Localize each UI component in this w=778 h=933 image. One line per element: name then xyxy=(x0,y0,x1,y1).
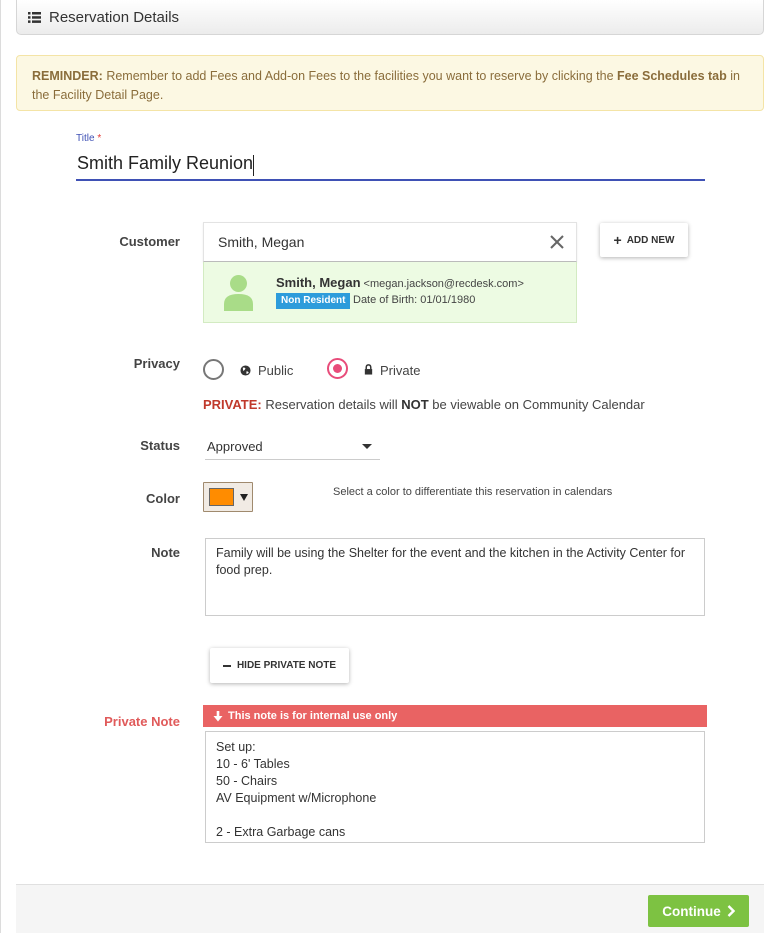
private-note-banner-text: This note is for internal use only xyxy=(228,710,398,722)
title-input[interactable] xyxy=(76,152,705,181)
customer-input[interactable] xyxy=(203,222,577,262)
status-value: Approved xyxy=(207,439,263,454)
section-header xyxy=(16,0,764,35)
globe-icon xyxy=(240,365,251,376)
color-picker[interactable] xyxy=(203,482,253,512)
public-radio[interactable] xyxy=(203,359,224,380)
private-note-line: Set up: xyxy=(216,740,256,754)
reminder-alert xyxy=(16,55,764,111)
customer-card[interactable] xyxy=(203,262,577,323)
chevron-right-icon xyxy=(727,905,735,917)
private-note-line xyxy=(216,807,694,824)
privacy-notice-text-a: Reservation details will xyxy=(261,397,402,412)
private-note-line: 50 - Chairs xyxy=(216,774,278,788)
color-swatch xyxy=(209,488,234,506)
status-select[interactable] xyxy=(205,434,380,460)
privacy-notice-not: NOT xyxy=(401,397,429,412)
private-note-banner xyxy=(203,705,707,727)
list-icon xyxy=(28,12,41,23)
customer-card-name xyxy=(276,275,524,290)
customer-label: Customer xyxy=(119,234,180,249)
chevron-down-icon xyxy=(362,444,372,449)
note-textarea[interactable]: Family will be using the Shelter for the event and the kitchen in the Activity Center for food prep. xyxy=(205,538,705,616)
public-option-label[interactable]: Public xyxy=(258,363,294,378)
required-mark: * xyxy=(97,133,102,144)
lock-icon xyxy=(363,364,374,375)
minus-icon xyxy=(223,665,231,667)
customer-input-value: Smith, Megan xyxy=(218,234,305,250)
customer-name: Smith, Megan xyxy=(276,275,361,290)
customer-dob: Date of Birth: 01/01/1980 xyxy=(353,294,476,306)
color-label: Color xyxy=(146,491,180,506)
arrow-down-icon xyxy=(213,711,223,722)
text-cursor xyxy=(253,155,254,176)
residency-badge: Non Resident xyxy=(276,293,350,309)
add-new-customer-button[interactable] xyxy=(600,223,688,257)
caret-down-icon xyxy=(240,494,248,501)
private-radio[interactable] xyxy=(327,358,348,379)
privacy-notice-text-b: be viewable on Community Calendar xyxy=(428,397,645,412)
private-note-line: 10 - 6' Tables xyxy=(216,757,290,771)
private-note-label: Private Note xyxy=(104,714,180,729)
privacy-label: Privacy xyxy=(133,356,180,371)
continue-button[interactable] xyxy=(648,895,749,927)
status-label: Status xyxy=(140,438,180,453)
person-avatar-icon xyxy=(223,274,254,311)
reminder-label: REMINDER: xyxy=(32,69,103,83)
clear-icon[interactable] xyxy=(549,234,565,250)
private-note-line: AV Equipment w/Microphone xyxy=(216,791,377,805)
reminder-text-a: Remember to add Fees and Add-on Fees to the facilities you want to reserve by clicking the xyxy=(102,69,617,83)
private-note-line: 2 - Extra Garbage cans xyxy=(216,825,346,839)
add-new-label: ADD NEW xyxy=(626,234,675,246)
page-left-border xyxy=(0,0,1,933)
reminder-text-b: in the Facility Detail Page. xyxy=(32,69,740,102)
note-label: Note xyxy=(151,545,180,560)
continue-label: Continue xyxy=(662,903,721,919)
private-option-label[interactable]: Private xyxy=(380,363,421,378)
hide-private-note-button[interactable] xyxy=(210,648,349,683)
customer-email: <megan.jackson@recdesk.com> xyxy=(363,278,524,290)
hide-private-note-label: HIDE PRIVATE NOTE xyxy=(236,660,337,671)
color-hint: Select a color to differentiate this reservation in calendars xyxy=(333,486,613,498)
privacy-notice-key: PRIVATE: xyxy=(203,397,262,412)
privacy-notice xyxy=(203,397,645,412)
private-note-textarea[interactable] xyxy=(205,731,705,843)
reminder-fee-schedules-link: Fee Schedules tab xyxy=(617,69,727,83)
plus-icon: + xyxy=(613,232,622,248)
title-label-text: Title xyxy=(76,133,95,144)
title-label xyxy=(76,133,101,144)
section-title: Reservation Details xyxy=(49,8,180,26)
